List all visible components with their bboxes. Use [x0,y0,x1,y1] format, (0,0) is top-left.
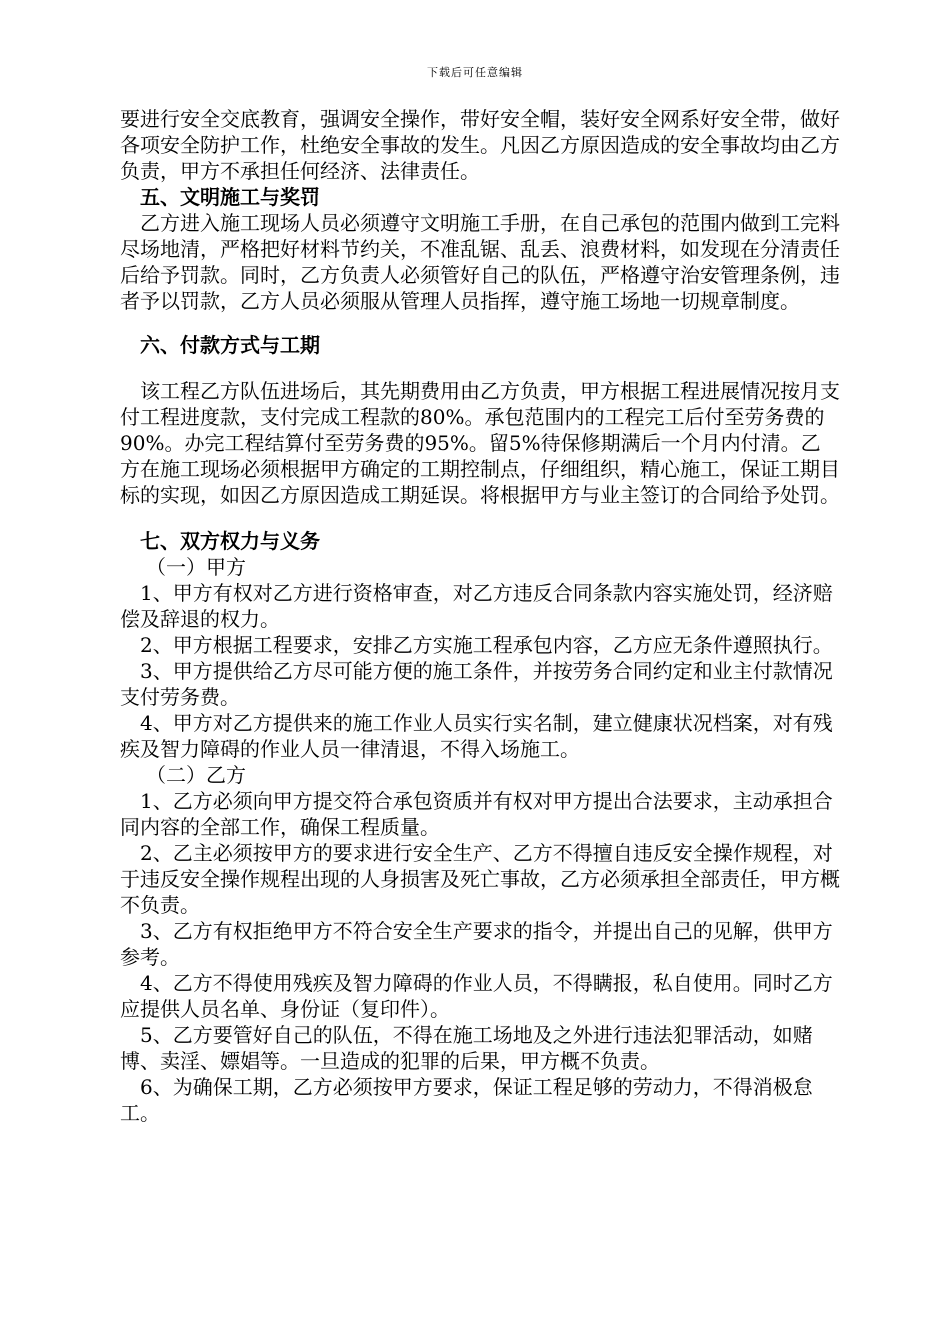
spacer [120,314,840,332]
party-a-item: 2、甲方根据工程要求，安排乙方实施工程承包内容，乙方应无条件遵照执行。 [140,633,833,657]
party-b-item: 6、为确保工期，乙方必须按甲方要求，保证工程足够的劳动力，不得消极怠工。 [120,1075,813,1125]
party-b-item: 3、乙方有权拒绝甲方不符合安全生产要求的指令，并提出自己的见解，供甲方参考。 [120,919,833,969]
party-a-item: 3、甲方提供给乙方尽可能方便的施工条件，并按劳务合同约定和业主付款情况支付劳务费。 [120,659,833,709]
section-heading-5: 五、文明施工与奖罚 [140,185,320,209]
section-heading-6: 六、付款方式与工期 [140,333,320,357]
party-a-item: 4、甲方对乙方提供来的施工作业人员实行实名制，建立健康状况档案，对有残疾及智力障碍的作业人员一律清退，不得入场施工。 [120,711,833,761]
section-heading-7: 七、双方权力与义务 [140,529,320,553]
party-b-item: 4、乙方不得使用残疾及智力障碍的作业人员，不得瞒报，私自使用。同时乙方应提供人员名单、身份证（复印件）。 [120,971,833,1021]
party-b-item: 1、乙方必须向甲方提交符合承包资质并有权对甲方提出合法要求，主动承担合同内容的全部工作，确保工程质量。 [120,789,833,839]
party-b-item: 2、乙主必须按甲方的要求进行安全生产、乙方不得擅自违反安全操作规程，对于违反安全操作规程出现的人身损害及死亡事故，乙方必须承担全部责任，甲方概不负责。 [120,841,840,917]
party-a-item: 1、甲方有权对乙方进行资格审查，对乙方违反合同条款内容实施处罚，经济赔偿及辞退的权力。 [120,581,833,631]
party-b-item: 5、乙方要管好自己的队伍，不得在施工场地及之外进行违法犯罪活动，如赌博、卖淫、嫖娼等。一旦造成的犯罪的后果，甲方概不负责。 [120,1023,813,1073]
paragraph-section-5: 乙方进入施工现场人员必须遵守文明施工手册，在自己承包的范围内做到工完料尽场地清，严格把好材料节约关，不准乱锯、乱丢、浪费材料，如发现在分清责任后给予罚款。同时，乙方负责人必须管好自己的队伍，严格遵守治安管理条例，违者予以罚款，乙方人员必须服从管理人员指挥，遵守施工场地一切规章制度。 [120,211,840,313]
document-body [120,106,840,1126]
spacer [120,358,840,378]
header-note: 下载后可任意编辑 [427,66,523,79]
paragraph-safety: 要进行安全交底教育，强调安全操作，带好安全帽，装好安全网系好安全带，做好各项安全防护工作，杜绝安全事故的发生。凡因乙方原因造成的安全事故均由乙方负责，甲方不承担任何经济、法律责任。 [120,107,840,183]
party-a-label: （一）甲方 [146,555,246,579]
paragraph-section-6: 该工程乙方队伍进场后，其先期费用由乙方负责，甲方根据工程进展情况按月支付工程进度款，支付完成工程款的80%。承包范围内的工程完工后付至劳务费的90%。办完工程结算付至劳务费的95%。留5%待保修期满后一个月内付清。乙方在施工现场必须根据甲方确定的工期控制点，仔细组织，精心施工，保证工期目标的实现，如因乙方原因造成工期延误。将根据甲方与业主签订的合同给予处罚。 [120,379,840,507]
spacer [120,508,840,528]
party-b-label: （二）乙方 [146,763,246,787]
